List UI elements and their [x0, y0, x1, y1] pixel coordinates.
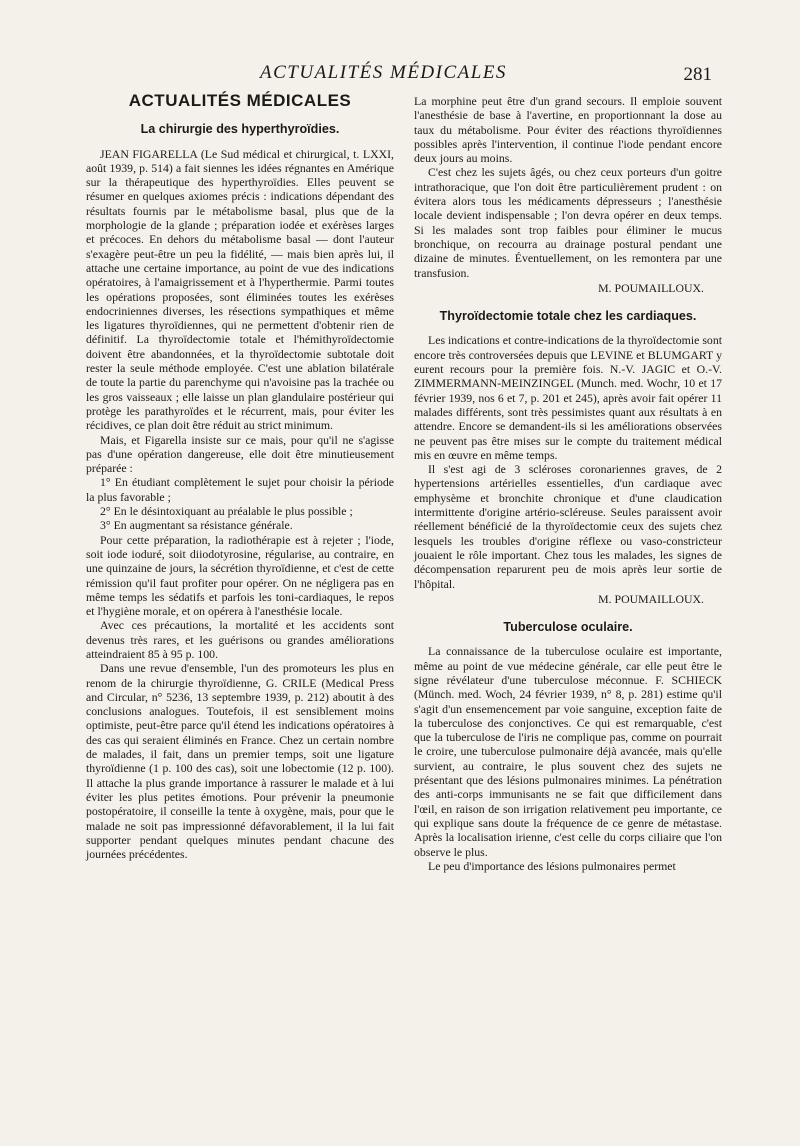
paragraph: La connaissance de la tuberculose oculaire est importante, même au point de vue médecine générale, car elle peut être le signe révélateur d'une tuberculose méconnue. F. SCHIECK (Münch. med. Woch, 24 février 1939, n° 8, p. 281) estime qu'il s'agit d'un ensemencement par voie sanguine, exception faite de la tuberculose des conjonctives. Ce qui est remarquable, c'est que la tuberculose de l'iris ne complique pas, comme on pourrait le croire, une tuberculose pulmonaire déjà avancée, mais qu'elle survient, au contraire, le plus souvent chez des sujets ne présentant que des lésions pulmonaires minimes. La pénétration des anti-corps immunisants ne se fait que difficilement dans l'œil, en raison de son irrigation relativement peu importante, ce qui explique sans doute la fréquence de ce genre de métastase. Après la localisation irienne, c'est celle du corps ciliaire que l'on observe le plus.: [414, 644, 722, 859]
section-title-hyperthyroidies: La chirurgie des hyperthyroïdies.: [140, 122, 340, 137]
paragraph: Avec ces précautions, la mortalité et les accidents sont devenus très rares, et les guérisons ou grandes améliorations atteindraient 85 à 95 p. 100.: [86, 618, 394, 661]
paragraph: Il s'est agi de 3 scléroses coronariennes graves, de 2 hypertensions artérielles essentielles, d'un cardiaque avec emphysème et bronchite chronique et d'une claudication intermittente d'origine artério-scléreuse. Seules paraissent avoir réellement bénéficié de la thyroïdectomie ceux des sujets chez lesquels les troubles d'origine réflexe ou vaso-constricteur jouaient le rôle important. Chez tous les malades, les signes de décompensation reparurent peu de mois après leur sortie de l'hôpital.: [414, 462, 722, 591]
paragraph: Le peu d'importance des lésions pulmonaires permet: [428, 858, 676, 873]
paragraph: Pour cette préparation, la radiothérapie est à rejeter ; l'iode, soit iode ioduré, soit diiodotyrosine, régularise, au contraire, en une quinzaine de jours, la sécrétion thyroïdienne, et c'est de cette rémission qu'il faut profiter pour opérer. On ne négligera pas en même temps les sédatifs et parfois les toni-cardiaques, le repos et l'hygiène morale, et on opérera à l'anesthésie locale.: [86, 532, 394, 619]
left-column: [86, 91, 394, 862]
signature: M. POUMAILLOUX.: [598, 591, 704, 606]
list-item: 1° En étudiant complètement le sujet pour choisir la période la plus favorable ;: [86, 475, 394, 504]
running-title: ACTUALITÉS MÉDICALES: [260, 62, 507, 83]
paragraph: La morphine peut être d'un grand secours. Il emploie souvent l'anesthésie de base à l'avertine, en proportionnant la dose au taux du métabolisme. Pour éviter des réactions thyroïdiennes possibles après l'intervention, il continue l'iode pendant encore deux jours au moins.: [414, 94, 722, 166]
signature: M. POUMAILLOUX.: [598, 280, 704, 295]
paragraph: Mais, et Figarella insiste sur ce mais, pour qu'il ne s'agisse pas d'une opération dangereuse, elle doit être minutieusement préparée :: [86, 432, 394, 476]
section-title-thyroidectomie: Thyroïdectomie totale chez les cardiaques.: [439, 309, 697, 324]
right-column: [414, 94, 722, 873]
paragraph: C'est chez les sujets âgés, ou chez ceux porteurs d'un goitre intrathoracique, que l'on doit être particulièrement prudent : on évitera alors tous les médicaments dépresseurs ; l'anesthésie locale devient indispensable ; l'on devra opérer en deux temps. Si les malades sont trop faibles pour éliminer le mucus bronchique, on recourra au drainage postural pendant une dizaine de minutes. Éventuellement, on les remontera par une transfusion.: [414, 165, 722, 280]
paragraph: Dans une revue d'ensemble, l'un des promoteurs les plus en renom de la chirurgie thyroïdienne, G. CRILE (Medical Press and Circular, n° 5236, 13 septembre 1939, p. 212) aboutit à des conclusions analogues. Toutefois, il est sensiblement moins optimiste, peut-être parce qu'il étend les indications opératoires à des cas qui seraient éliminés en France. Chez un certain nombre de malades, il fait, dans un premier temps, soit une ligature thyroïdienne (1 p. 100 des cas), soit une lobectomie (12 p. 100). Il attache la plus grande importance à rassurer le malade et à lui éviter les plus petites émotions. Pour prévenir la pneumonie postopératoire, il conseille la tente à oxygène, mais, pour que le malade ne soit pas impressionné défavorablement, il la lui fait supporter pendant quelques minutes pendant chacune des journées précédentes.: [86, 661, 394, 862]
section-title-tuberculose: Tuberculose oculaire.: [503, 620, 633, 635]
paragraph: Les indications et contre-indications de la thyroïdectomie sont encore très controversées depuis que LEVINE et BLUMGART y eurent recours pour la première fois. N.-V. JAGIC et O.-V. ZIMMERMANN-MEINZINGEL (Munch. med. Wochr, 10 et 17 février 1939, nos 6 et 7, p. 201 et 245), après avoir fait opérer 11 malades différents, sont très pessimistes quant aux résultats à en attendre. Encore se demandent-ils si les améliorations observées ne peuvent pas être mises sur le compte du traitement médical mis en œuvre en même temps.: [414, 333, 722, 462]
list-item: 2° En le désintoxiquant au préalable le plus possible ;: [100, 504, 353, 519]
paragraph: JEAN FIGARELLA (Le Sud médical et chirurgical, t. LXXI, août 1939, p. 514) a fait siennes les idées régnantes en Amérique sur la thérapeutique des hyperthyroïdies. Elles peuvent se résumer en quelques axiomes précis : indications dépendant des résultats fournis par le métabolisme basal, plus que de la morphologie de la glande ; préparation iodée et exérèses larges et précoces. En dehors du métabolisme basal — dont l'auteur s'exagère peut-être un peu la fidélité, — mais bien après lui, il attache une certaine importance, au point de vue des indications opératoires, à l'amaigrissement et à l'hyperthermie. Parmi toutes les opérations proposées, sont éliminées toutes les exérèses endocriniennes diverses, les résections sympathiques et même les ligatures thyroïdiennes, qui ne permettent d'obtenir rien de définitif. La thyroïdectomie totale et l'hémithyroïdectomie doivent être abandonnées, et la thyroïdectomie subtotale doit rester la seule méthode employée. C'est une ablation bilatérale de toute la partie du parenchyme qui n'avoisine pas la trachée ou les gros vaisseaux ; elle laisse un plan glandulaire postérieur qui protège les parathyroïdes et le récurrent, mais, pour éviter les récidives, ce plan doit être réduit au strict minimum.: [86, 146, 394, 433]
page-number: 281: [683, 64, 712, 85]
main-title: ACTUALITÉS MÉDICALES: [128, 91, 352, 110]
list-item: 3° En augmentant sa résistance générale.: [100, 518, 293, 533]
